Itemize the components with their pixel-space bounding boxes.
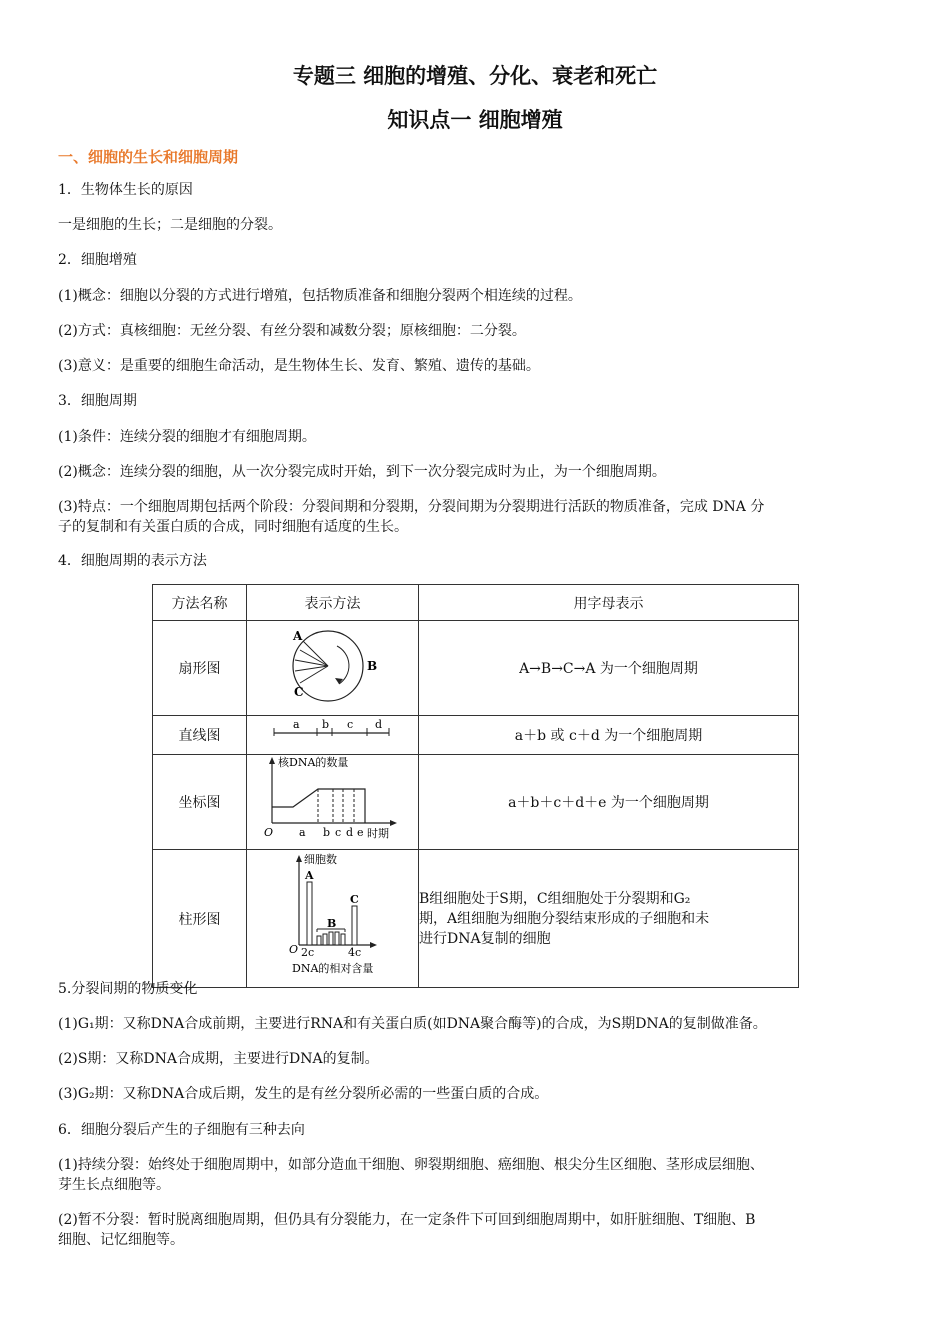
document-title: 专题三 细胞的增殖、分化、衰老和死亡	[292, 64, 658, 88]
method-name: 直线图	[153, 716, 247, 755]
paragraph: (2)概念：连续分裂的细胞，从一次分裂完成时开始，到下一次分裂完成时为止，为一个细胞周期。	[58, 464, 666, 480]
coord-diagram	[247, 755, 418, 845]
paragraph: 子的复制和有关蛋白质的合成，同时细胞有适度的生长。	[58, 519, 408, 535]
paragraph: (1)G₁期：又称DNA合成前期，主要进行RNA和有关蛋白质(如DNA聚合酶等)的合成，为S期DNA的复制做准备。	[58, 1016, 767, 1032]
paragraph: (2)S期：又称DNA合成期，主要进行DNA的复制。	[58, 1051, 379, 1067]
paragraph: 芽生长点细胞等。	[58, 1177, 170, 1193]
bar-xtick: 2c	[301, 946, 315, 959]
method-desc-line: B组细胞处于S期，C组细胞处于分裂期和G₂	[419, 890, 691, 907]
paragraph: 3．细胞周期	[58, 393, 137, 409]
bar-a	[307, 882, 312, 945]
table-row	[153, 621, 799, 716]
bar-c	[352, 906, 357, 945]
table-header-cell: 表示方法	[247, 585, 419, 621]
pie-label: B	[367, 659, 378, 673]
method-desc-line: 期，A组细胞为细胞分裂结束形成的子细胞和未	[419, 910, 710, 927]
paragraph: (3)特点：一个细胞周期包括两个阶段：分裂间期和分裂期，分裂间期为分裂期进行活跃的物质准备，完成 DNA 分	[58, 499, 765, 515]
bar-diagram-cell	[247, 850, 419, 988]
paragraph: 5.分裂间期的物质变化	[58, 981, 198, 997]
line-diagram	[247, 716, 418, 750]
line-label: a	[293, 718, 300, 731]
bar-interval	[341, 934, 345, 945]
paragraph: (1)概念：细胞以分裂的方式进行增殖，包括物质准备和细胞分裂两个相连续的过程。	[58, 288, 582, 304]
bar-label: A	[305, 869, 314, 882]
bar-ylabel: 细胞数	[304, 853, 337, 866]
coord-tick: a	[299, 826, 306, 839]
coord-tick: e	[357, 826, 364, 839]
pie-label: A	[293, 629, 303, 643]
bar-label: C	[350, 893, 359, 906]
paragraph: (1)条件：连续分裂的细胞才有细胞周期。	[58, 429, 316, 445]
pie-diagram	[247, 621, 418, 711]
coord-ylabel: 核DNA的数量	[278, 756, 349, 769]
paragraph: 一是细胞的生长；二是细胞的分裂。	[58, 217, 282, 233]
coord-tick: c	[335, 826, 342, 839]
bar-label: B	[327, 917, 337, 930]
paragraph: 2．细胞增殖	[58, 252, 137, 268]
coord-tick: b	[323, 826, 331, 839]
document-subtitle: 知识点一 细胞增殖	[387, 108, 563, 132]
coord-tick: d	[346, 826, 354, 839]
table-header-cell: 方法名称	[153, 585, 247, 621]
method-desc	[419, 850, 799, 988]
paragraph: (2)暂不分裂：暂时脱离细胞周期，但仍具有分裂能力，在一定条件下可回到细胞周期中，如肝脏细胞、T细胞、B	[58, 1212, 756, 1228]
bar-origin: O	[289, 943, 299, 956]
paragraph: 细胞、记忆细胞等。	[58, 1232, 184, 1248]
pie-diagram-cell	[247, 621, 419, 716]
cell-cycle-table	[152, 584, 799, 988]
method-desc-line: 进行DNA复制的细胞	[419, 930, 551, 947]
coord-diagram-cell	[247, 755, 419, 850]
method-desc: A→B→C→A 为一个细胞周期	[419, 621, 799, 716]
method-name: 柱形图	[153, 850, 247, 988]
paragraph: (3)意义：是重要的细胞生命活动，是生物体生长、发育、繁殖、遗传的基础。	[58, 358, 540, 374]
table-row	[153, 755, 799, 850]
line-label: d	[375, 718, 383, 731]
line-label: c	[347, 718, 354, 731]
line-diagram-cell	[247, 716, 419, 755]
table-row	[153, 716, 799, 755]
bar-diagram	[247, 850, 418, 983]
paragraph: (3)G₂期：又称DNA合成后期，发生的是有丝分裂所必需的一些蛋白质的合成。	[58, 1086, 549, 1102]
paragraph: (1)持续分裂：始终处于细胞周期中，如部分造血干细胞、卵裂期细胞、癌细胞、根尖分生区细胞、茎形成层细胞、	[58, 1157, 764, 1173]
bar-interval	[317, 936, 321, 945]
method-desc: a＋b 或 c＋d 为一个细胞周期	[419, 716, 799, 755]
paragraph: 4．细胞周期的表示方法	[58, 553, 207, 569]
paragraph: 6．细胞分裂后产生的子细胞有三种去向	[58, 1122, 305, 1138]
method-desc: a＋b＋c＋d＋e 为一个细胞周期	[419, 755, 799, 850]
method-name: 坐标图	[153, 755, 247, 850]
coord-origin: O	[264, 826, 274, 839]
paragraph: 1．生物体生长的原因	[58, 182, 193, 198]
section-heading: 一、细胞的生长和细胞周期	[58, 148, 239, 166]
line-label: b	[322, 718, 330, 731]
pie-label: C	[294, 685, 304, 699]
bar-interval	[323, 934, 327, 945]
table-header-row	[153, 585, 799, 621]
method-name: 扇形图	[153, 621, 247, 716]
coord-xlabel: 时期	[367, 827, 389, 840]
table-header-cell: 用字母表示	[419, 585, 799, 621]
bar-interval	[335, 932, 339, 945]
bar-xlabel: DNA的相对含量	[292, 962, 374, 975]
bar-xtick: 4c	[348, 946, 362, 959]
table-row	[153, 850, 799, 988]
bar-interval	[329, 932, 333, 945]
paragraph: (2)方式：真核细胞：无丝分裂、有丝分裂和减数分裂；原核细胞：二分裂。	[58, 323, 526, 339]
